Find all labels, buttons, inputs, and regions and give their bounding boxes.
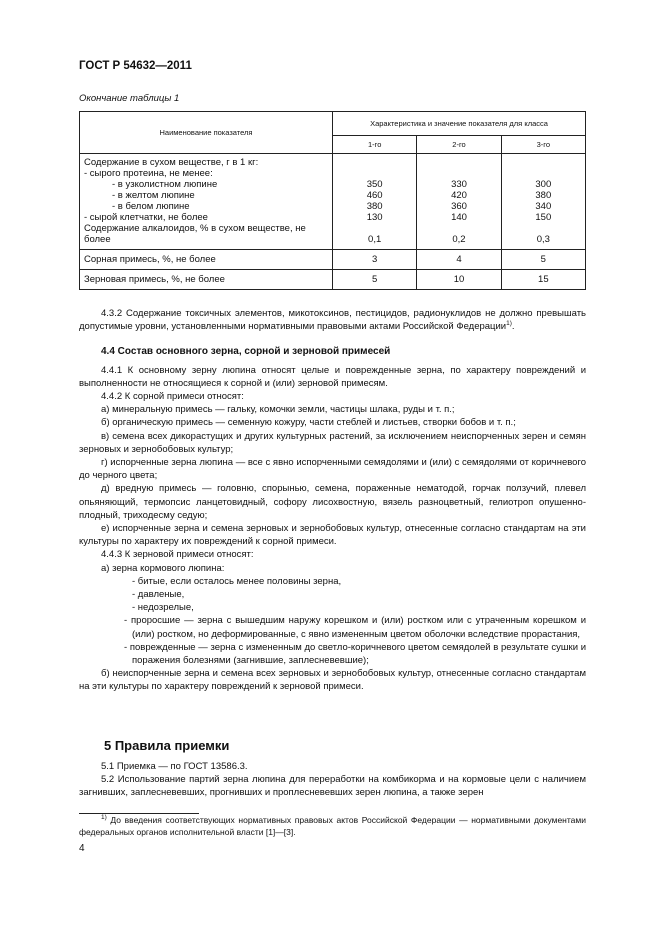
class-header-1: 1-го (333, 136, 417, 154)
table-caption: Окончание таблицы 1 (79, 93, 180, 104)
list-item: - проросшие — зерна с вышедшим наружу корешком и (или) ростком или с утраченным корешком и (или) ростком, но деформированные, с явно измененным цветом оболочки вследствие прорастания, (124, 615, 586, 640)
table-cell: 130 (366, 212, 383, 223)
paragraph-item-e: е) испорченные зерна и семена зерновых и зернобобовых культур, отнесенные согласно стандартам на эти культуры по характеру их повреждений к сорной примеси. (79, 523, 586, 548)
table-cell (421, 223, 496, 234)
section-heading-4-4: 4.4 Состав основного зерна, сорной и зерновой примесей (101, 346, 391, 358)
section-heading-5: 5 Правила приемки (104, 738, 230, 753)
list-item: - недозрелые, (132, 602, 194, 614)
table-cell: 5 (333, 270, 417, 290)
table-cell: 150 (535, 212, 552, 223)
table-cell: 10 (417, 270, 501, 290)
list-item: - поврежденные — зерна с измененным до светло-коричневого цветом семядолей в результате сушки и поражения болезнями (загнившие, заплесневевшие); (124, 641, 586, 667)
class-header-2: 2-го (417, 136, 501, 154)
list-item: - давленые, (132, 589, 185, 601)
table-cell (337, 168, 412, 179)
paragraph-item-b: б) органическую примесь — семенную кожуру, части стеблей и листьев, створки бобов и т. п.; (101, 417, 516, 429)
body-text-1 (79, 307, 586, 694)
paragraph-4-4-2: 4.4.2 К сорной примеси относят: (101, 391, 244, 403)
paragraph-item-v: в) семена всех дикорастущих и других культурных растений, за исключением неиспорченных зерен и семян зерновых и зернобобовых культур; (79, 430, 586, 455)
paragraph-4-3-2: 4.3.2 Содержание токсичных элементов, микотоксинов, пестицидов, радионуклидов не должно превышать допустимые уровни, установленными нормативными правовыми актами Российской Федерации$^{1)}$. (79, 308, 586, 333)
paragraph-4-4-3: 4.4.3 К зерновой примеси относят: (101, 549, 254, 561)
table-cell: 0,1 (368, 234, 382, 245)
table-cell (337, 157, 412, 168)
table-cell: 360 (451, 201, 467, 212)
table-cell: 15 (501, 270, 585, 290)
table-cell: 330 (451, 179, 467, 190)
paragraph-item-a: а) минеральную примесь — гальку, комочки земли, частицы шлака, руды и т. п.; (101, 404, 455, 416)
table-cell: 300 (535, 179, 552, 190)
table-cell (421, 157, 496, 168)
footnote-ref: 1) (506, 320, 512, 328)
table-cell: 4 (417, 250, 501, 270)
table-cell (337, 223, 412, 234)
block1-col-1 (333, 154, 417, 250)
table-line: более (84, 234, 111, 245)
table-line: - в белом люпине (112, 201, 190, 212)
class-header-3: 3-го (501, 136, 585, 154)
table-line: - в желтом люпине (112, 190, 195, 201)
paragraph-item-d: д) вредную примесь — головню, спорынью, семена, пораженные нематодой, горчак ползучий, плевел опьяняющий, термопсис ланцетовидный, софору лисохвостную, вязель разноцветный, гелиотроп опушенно-плодный, триходесму седую; (79, 483, 586, 521)
table-line: Содержание алкалоидов, % в сухом веществе, не (84, 223, 306, 234)
block1-names (80, 154, 333, 250)
indicator-table (79, 111, 586, 290)
block1-col-2 (417, 154, 501, 250)
table-row (80, 250, 586, 270)
table-cell: 380 (535, 190, 552, 201)
table-cell (506, 168, 581, 179)
table-line: - в узколистном люпине (112, 179, 218, 190)
table-cell: 140 (451, 212, 467, 223)
table-cell: 460 (366, 190, 383, 201)
page-number: 4 (79, 843, 85, 854)
footnote: $^{1)}$ До введения соответствующих нормативных правовых актов Российской Федерации — нормативными документами федеральных органов исполнительной власти [1]—[3]. (79, 814, 586, 837)
table-cell: 3 (333, 250, 417, 270)
table-line: - сырой клетчатки, не более (84, 212, 208, 223)
table-cell: 0,3 (536, 234, 550, 245)
table-line: Содержание в сухом веществе, г в 1 кг: (84, 157, 259, 168)
list-item: - битые, если осталось менее половины зерна, (132, 575, 342, 587)
table-cell: Зерновая примесь, %, не более (80, 270, 333, 290)
body-text-2 (79, 760, 586, 800)
table-cell (421, 168, 496, 179)
table-line: - сырого протеина, не менее: (84, 168, 213, 179)
table-cell: 350 (366, 179, 383, 190)
table-row (80, 270, 586, 290)
table-cell: 5 (501, 250, 585, 270)
paragraph-item-g: г) испорченные зерна люпина — все с явно испорченными семядолями и (или) с семядолями от коричневого до черного цвета; (79, 457, 586, 482)
paragraph-5-2: 5.2 Использование партий зерна люпина для переработки на комбикорма и на кормовые цели с наличием загнивших, заплесневевших, прогнивших и проплесневевших зерен люпина, а также зерен (79, 774, 586, 799)
footnote-divider (79, 813, 199, 814)
footnote-mark: 1) (101, 814, 107, 822)
table-cell: 340 (535, 201, 552, 212)
table-cell (506, 157, 581, 168)
paragraph-5-1: 5.1 Приемка — по ГОСТ 13586.3. (101, 761, 248, 772)
table-cell: 0,2 (452, 234, 466, 245)
class-group-header: Характеристика и значение показателя для класса (333, 112, 586, 136)
col-name-header: Наименование показателя (80, 112, 333, 154)
document-header: ГОСТ Р 54632—2011 (79, 60, 192, 72)
table-cell: 380 (366, 201, 383, 212)
block1-col-3 (501, 154, 585, 250)
paragraph-item-b2: б) неиспорченные зерна и семена всех зерновых и зернобобовых культур, отнесенные согласно стандартам на эти культуры по характеру повреждений к зерновой примеси. (79, 668, 586, 693)
paragraph-4-4-1: 4.4.1 К основному зерну люпина относят целые и поврежденные зерна, по характеру повреждений и выполненности не относящиеся к сорной и (или) зерновой примесям. (79, 364, 586, 389)
table-cell: Сорная примесь, %, не более (80, 250, 333, 270)
table-cell (506, 223, 581, 234)
paragraph-item-a2: а) зерна кормового люпина: (101, 562, 225, 574)
table-cell: 420 (451, 190, 467, 201)
